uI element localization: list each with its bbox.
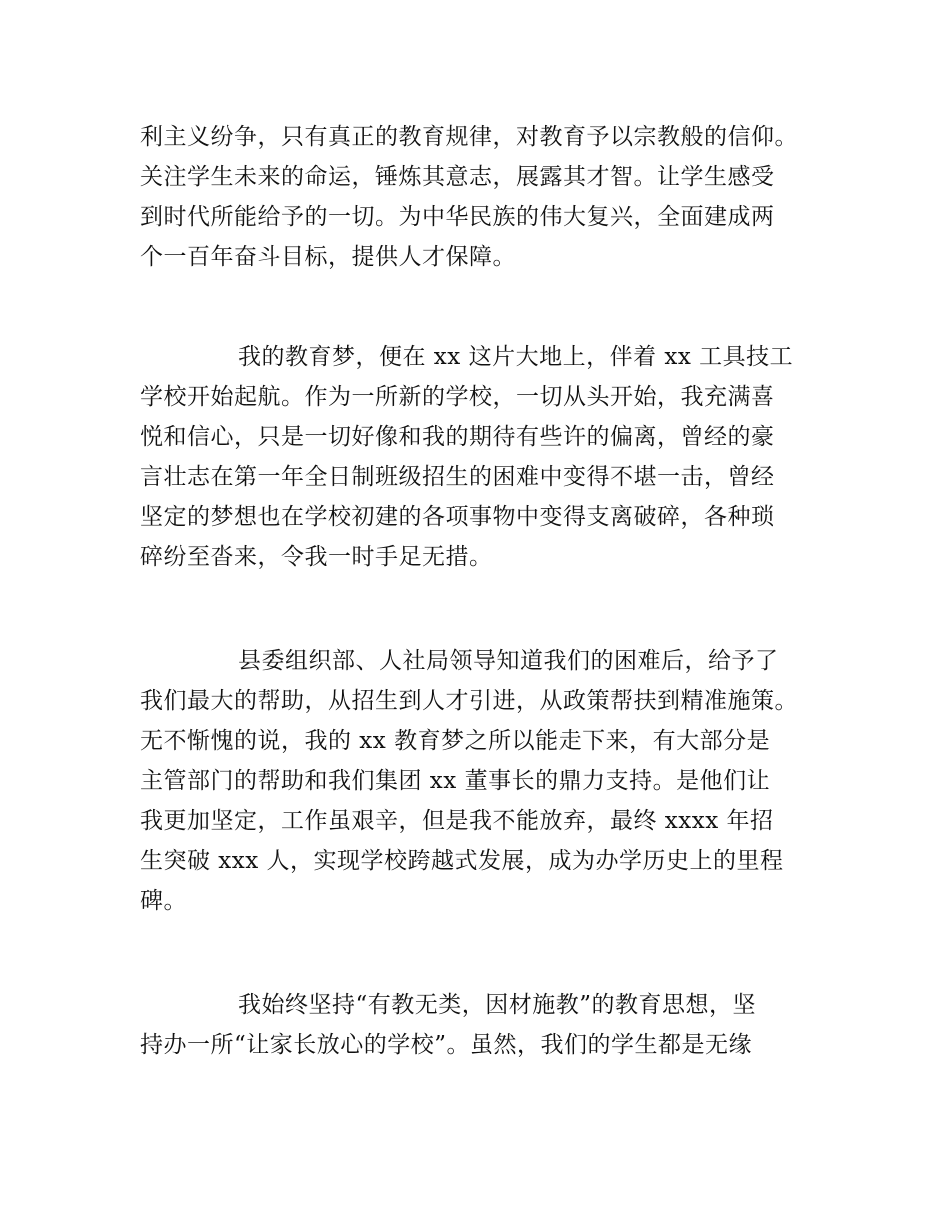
text-line: 悦和信心，只是一切好像和我的期待有些许的偏离，曾经的豪 bbox=[140, 424, 775, 450]
text-line-indented: 我始终坚持“有教无类，因材施教”的教育思想，坚 bbox=[238, 992, 757, 1018]
text-line: 持办一所“让家长放心的学校”。虽然，我们的学生都是无缘 bbox=[140, 1032, 753, 1058]
text-line: 个一百年奋斗目标，提供人才保障。 bbox=[140, 244, 516, 270]
paragraph-3 bbox=[140, 641, 840, 921]
paragraph-1 bbox=[140, 117, 840, 277]
text-line: 碎纷至沓来，令我一时手足无措。 bbox=[140, 544, 493, 570]
text-line: 到时代所能给予的一切。为中华民族的伟大复兴，全面建成两 bbox=[140, 204, 775, 230]
text-line: 生突破 xxx 人，实现学校跨越式发展，成为办学历史上的里程 bbox=[140, 848, 784, 874]
paragraph-2 bbox=[140, 337, 840, 577]
text-line: 利主义纷争，只有真正的教育规律，对教育予以宗教般的信仰。 bbox=[140, 124, 798, 150]
text-line: 关注学生未来的命运，锤炼其意志，展露其才智。让学生感受 bbox=[140, 164, 775, 190]
text-line: 言壮志在第一年全日制班级招生的困难中变得不堪一击，曾经 bbox=[140, 464, 775, 490]
text-line-indented: 我的教育梦，便在 xx 这片大地上，伴着 xx 工具技工 bbox=[238, 344, 794, 370]
text-line: 学校开始起航。作为一所新的学校，一切从头开始，我充满喜 bbox=[140, 384, 775, 410]
text-line: 碑。 bbox=[140, 888, 187, 914]
text-line: 我更加坚定，工作虽艰辛，但是我不能放弃，最终 xxxx 年招 bbox=[140, 808, 774, 834]
text-line-indented: 县委组织部、人社局领导知道我们的困难后，给予了 bbox=[238, 648, 779, 674]
text-line: 我们最大的帮助，从招生到人才引进，从政策帮扶到精准施策。 bbox=[140, 688, 798, 714]
paragraph-4 bbox=[140, 985, 840, 1065]
text-line: 坚定的梦想也在学校初建的各项事物中变得支离破碎，各种琐 bbox=[140, 504, 775, 530]
text-line: 主管部门的帮助和我们集团 xx 董事长的鼎力支持。是他们让 bbox=[140, 768, 771, 794]
text-line: 无不惭愧的说，我的 xx 教育梦之所以能走下来，有大部分是 bbox=[140, 728, 771, 754]
